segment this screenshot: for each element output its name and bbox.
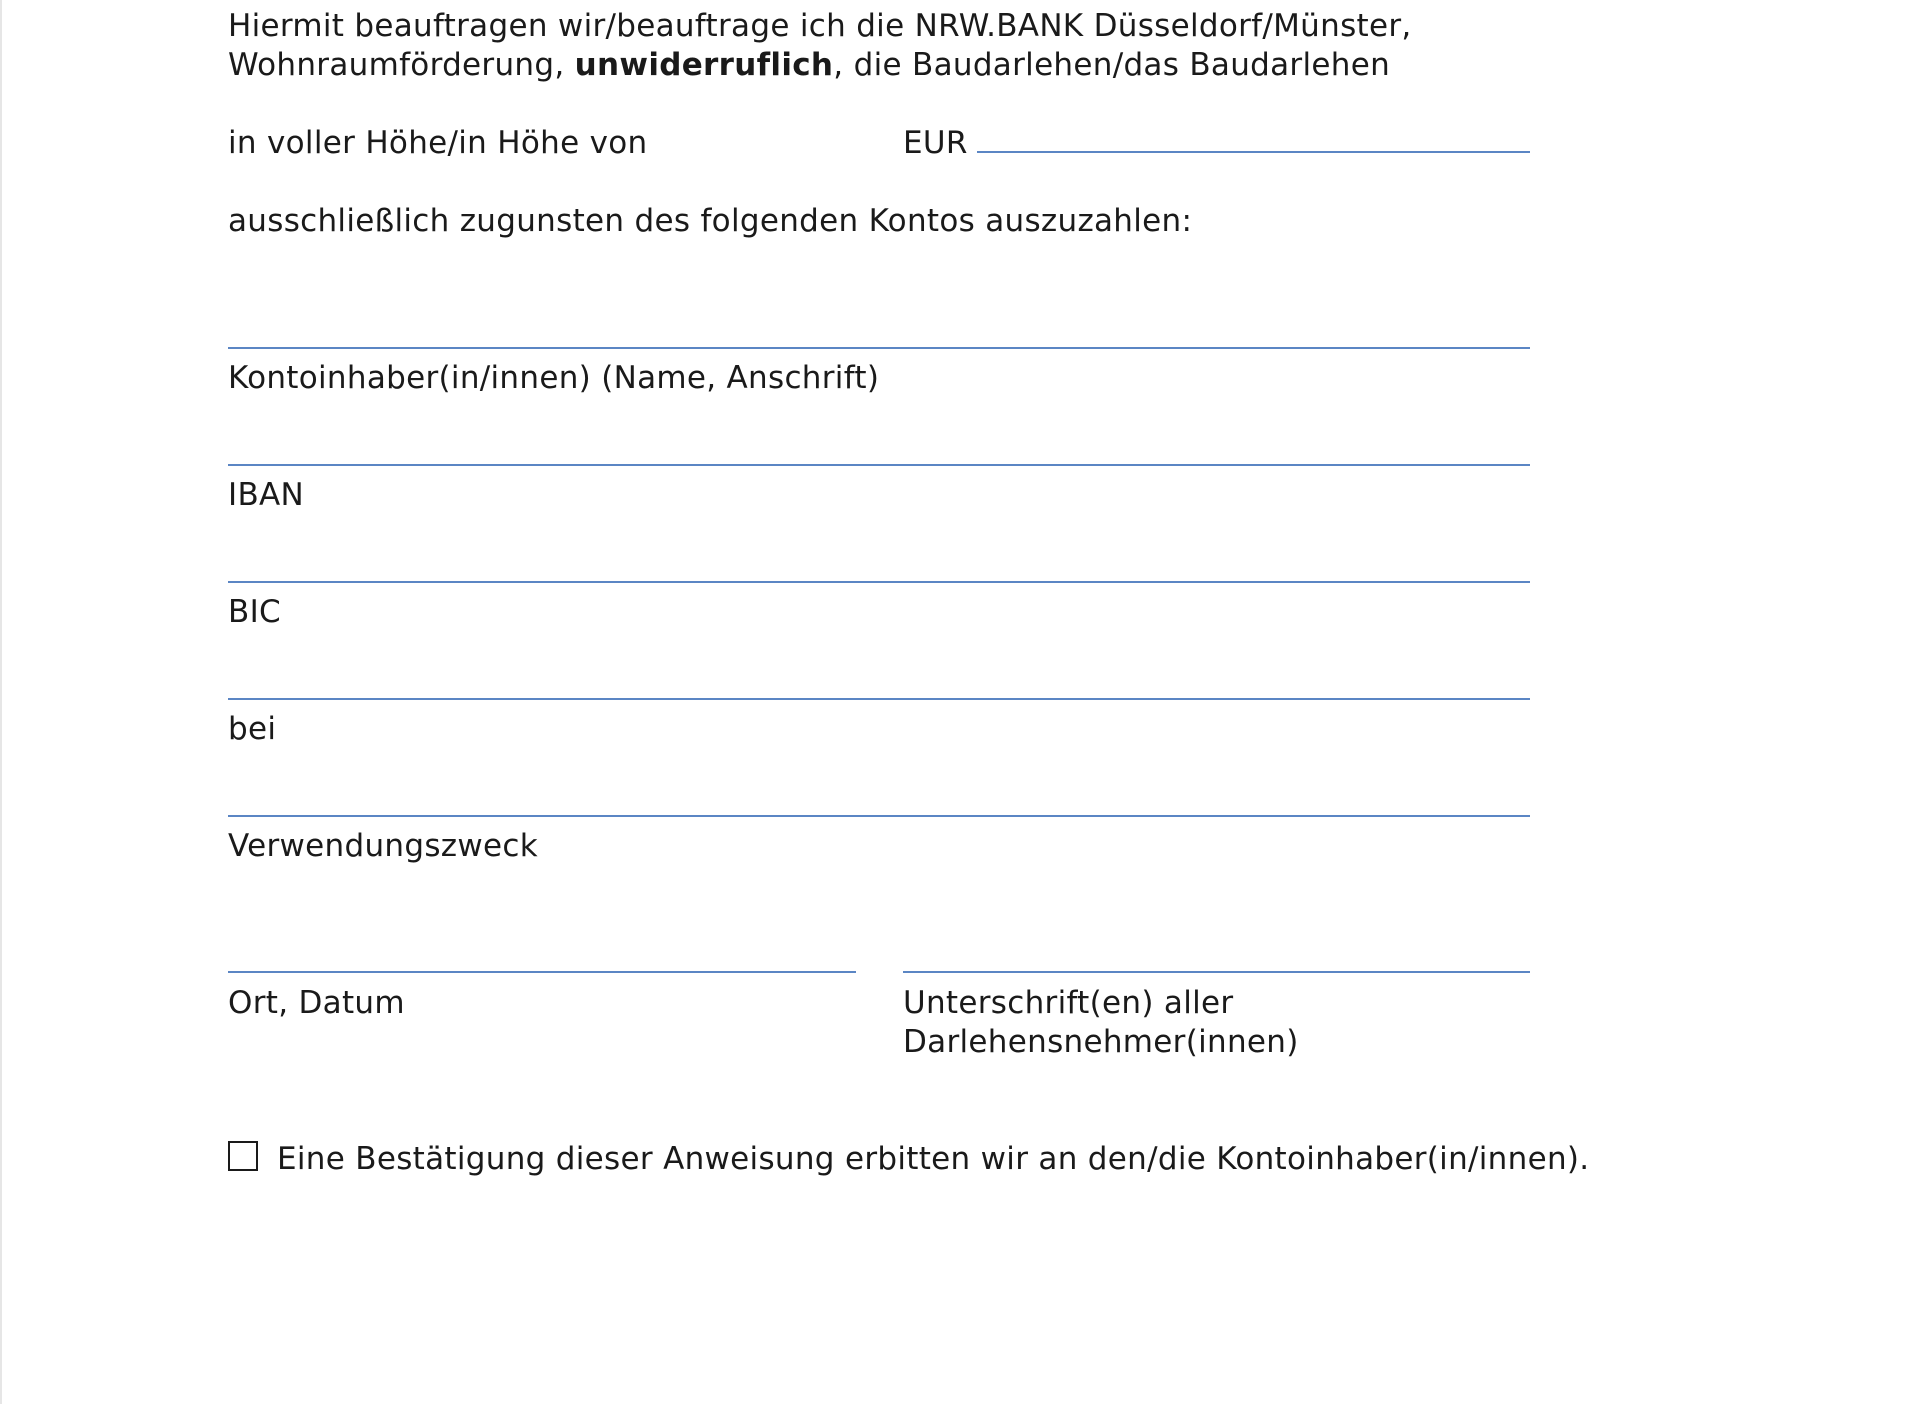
currency-label: EUR [903, 125, 968, 161]
intro-line-1: Hiermit beauftragen wir/beauftrage ich die NRW.BANK Düsseldorf/Münster, [228, 8, 1412, 44]
confirmation-checkbox[interactable] [228, 1141, 258, 1171]
bic-input-line[interactable] [228, 581, 1530, 583]
amount-label: in voller Höhe/in Höhe von [228, 125, 648, 161]
signature-label-line-1: Unterschrift(en) aller [903, 985, 1234, 1021]
iban-input-line[interactable] [228, 464, 1530, 466]
purpose-label: Verwendungszweck [228, 828, 538, 864]
account-holder-label: Kontoinhaber(in/innen) (Name, Anschrift) [228, 360, 880, 396]
account-intro: ausschließlich zugunsten des folgenden Kontos auszuzahlen: [228, 203, 1193, 239]
signature-label-line-2: Darlehensnehmer(innen) [903, 1024, 1299, 1060]
place-date-input-line[interactable] [228, 971, 856, 973]
confirmation-label: Eine Bestätigung dieser Anweisung erbitten wir an den/die Kontoinhaber(in/innen). [277, 1141, 1590, 1177]
bic-label: BIC [228, 594, 281, 630]
purpose-input-line[interactable] [228, 815, 1530, 817]
bank-input-line[interactable] [228, 698, 1530, 700]
intro-line-2-start: Wohnraumförderung, [228, 47, 575, 83]
intro-line-2 [228, 45, 1390, 85]
page-left-edge [0, 0, 2, 1404]
signature-input-line[interactable] [903, 971, 1530, 973]
intro-line-2-end: , die Baudarlehen/das Baudarlehen [833, 47, 1391, 83]
account-holder-input-line[interactable] [228, 347, 1530, 349]
iban-label: IBAN [228, 477, 305, 513]
amount-input-line[interactable] [977, 151, 1530, 153]
intro-emphasis: unwiderruflich [574, 47, 834, 83]
place-date-label: Ort, Datum [228, 985, 405, 1021]
bank-label: bei [228, 711, 277, 747]
